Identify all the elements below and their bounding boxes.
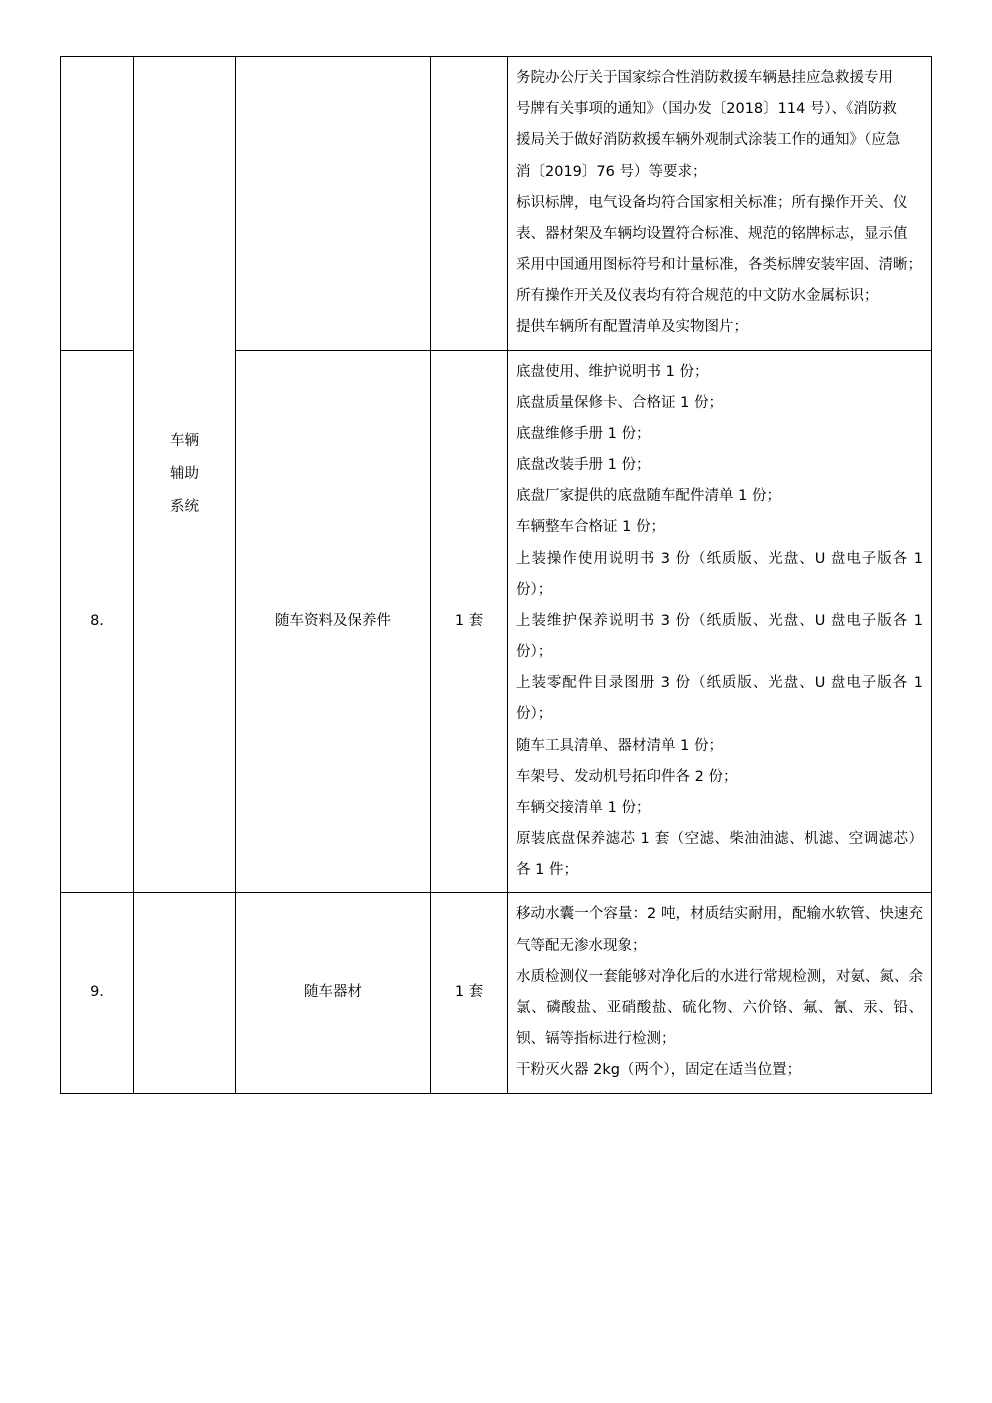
desc-line: 原装底盘保养滤芯 1 套（空滤、柴油油滤、机滤、空调滤芯）各 1 件； — [516, 831, 923, 879]
desc-line: 底盘维修手册 1 份； — [516, 425, 651, 442]
desc-line: 提供车辆所有配置清单及实物图片； — [516, 319, 748, 336]
desc-line: 移动水囊一个容量：2 吨，材质结实耐用，配输水软管、快速充气等配无渗水现象； — [516, 906, 923, 954]
desc-line: 援局关于做好消防救援车辆外观制式涂装工作的通知》（应急 — [516, 132, 901, 149]
desc-line: 水质检测仪一套能够对净化后的水进行常规检测，对氨、氮、余氯、磷酸盐、亚硝酸盐、硫化物、六价铬、氟、氰、汞、铅、钡、镉等指标进行检测； — [516, 968, 923, 1048]
row-name-cell: 随车资料及保养件 — [236, 350, 431, 893]
desc-line: 所有操作开关及仪表均有符合规范的中文防水金属标识； — [516, 288, 879, 305]
row-qty-cell — [431, 57, 508, 351]
desc-line: 务院办公厅关于国家综合性消防救援车辆悬挂应急救援专用 — [516, 70, 893, 86]
row-group-cell — [134, 57, 236, 893]
desc-line: 底盘厂家提供的底盘随车配件清单 1 份； — [516, 488, 781, 505]
desc-line: 车辆交接清单 1 份； — [516, 799, 651, 816]
table-row — [61, 893, 932, 1093]
desc-line: 车架号、发动机号拓印件各 2 份； — [516, 768, 738, 785]
desc-line: 车辆整车合格证 1 份； — [516, 519, 665, 536]
row-name-cell: 随车器材 — [236, 893, 431, 1093]
row-desc-cell — [508, 57, 932, 351]
desc-line: 干粉灭火器 2kg（两个），固定在适当位置； — [516, 1062, 802, 1079]
group-line: 系统 — [170, 499, 199, 516]
row-qty-cell: 1 套 — [431, 350, 508, 893]
desc-line: 上装维护保养说明书 3 份（纸质版、光盘、U 盘电子版各 1 份）； — [516, 612, 923, 661]
row-qty-cell: 1 套 — [431, 893, 508, 1093]
desc-line: 采用中国通用图标符号和计量标准，各类标牌安装牢固、清晰； — [516, 257, 922, 274]
desc-line: 上装操作使用说明书 3 份（纸质版、光盘、U 盘电子版各 1 份）； — [516, 550, 923, 598]
desc-line: 底盘使用、维护说明书 1 份； — [516, 363, 709, 380]
table-row — [61, 57, 932, 351]
desc-line: 号牌有关事项的通知》（国办发〔2018〕114 号）、《消防救 — [516, 101, 897, 118]
desc-line: 标识标牌，电气设备均符合国家相关标准；所有操作开关、仪 — [516, 194, 908, 211]
row-desc-cell — [508, 350, 932, 893]
row-desc-cell — [508, 893, 932, 1093]
group-line: 车辆 — [170, 432, 199, 449]
desc-line: 消〔2019〕76 号）等要求； — [516, 163, 707, 180]
row-group-cell — [134, 893, 236, 1093]
group-line: 辅助 — [170, 466, 199, 483]
desc-line: 底盘改装手册 1 份； — [516, 457, 651, 474]
row-index-cell: 9. — [61, 893, 134, 1093]
row-index-cell: 8. — [61, 350, 134, 893]
desc-line: 上装零配件目录图册 3 份（纸质版、光盘、U 盘电子版各 1 份）； — [516, 675, 923, 723]
desc-line: 随车工具清单、器材清单 1 份； — [516, 737, 723, 754]
desc-line: 底盘质量保修卡、合格证 1 份； — [516, 394, 723, 411]
desc-line: 表、器材架及车辆均设置符合标准、规范的铭牌标志，显示值 — [516, 225, 908, 242]
row-index-cell — [61, 57, 134, 351]
row-name-cell — [236, 57, 431, 351]
specification-table — [60, 56, 932, 1094]
